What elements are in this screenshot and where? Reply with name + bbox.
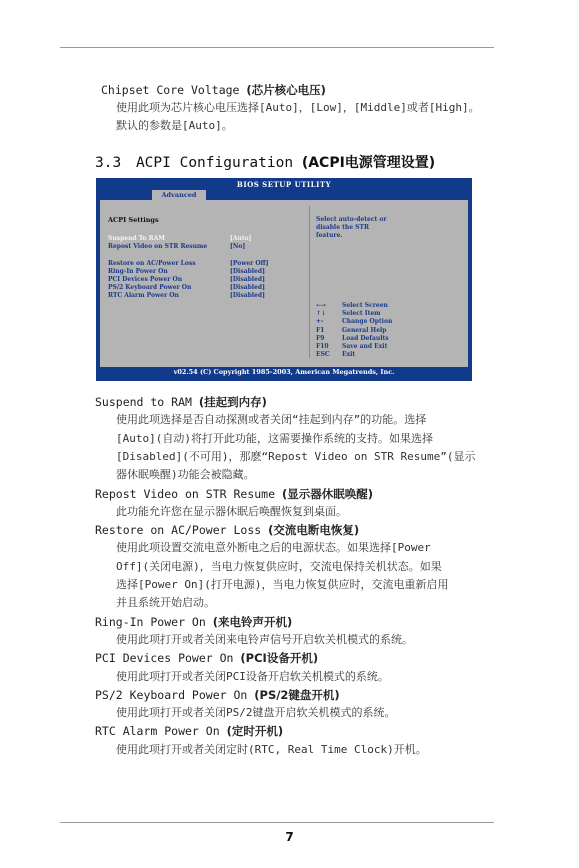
option-heading — [95, 651, 318, 665]
option-description-line: 使用此项打开或者关闭PS/2键盘开启软关机模式的系统。 — [116, 706, 396, 720]
bios-key-action: Change Option — [342, 318, 393, 326]
option-heading — [95, 615, 292, 629]
bios-setting-value[interactable]: [Power Off] — [230, 259, 269, 267]
heading-cn: (芯片核心电压) — [246, 83, 326, 97]
heading-en: Chipset Core Voltage — [101, 83, 240, 97]
bios-setting-value[interactable]: [Disabled] — [230, 267, 265, 275]
option-description-line: [Disabled](不可用)，那麽“Repost Video on STR Resume”(显示 — [116, 449, 476, 463]
option-description-line: 使用此项打开或者关闭来电铃声信号开启软关机模式的系统。 — [116, 632, 413, 646]
bios-key: F1 — [316, 326, 325, 334]
bios-key: F9 — [316, 334, 325, 342]
bios-setting-value[interactable]: [Disabled] — [230, 284, 265, 292]
bios-key-action: Select Screen — [342, 302, 388, 309]
section-title-cn: (ACPI电源管理设置) — [301, 155, 436, 171]
intro-line-1: 使用此项为芯片核心电压选择[Auto]，[Low]，[Middle]或者[High]。 — [116, 101, 480, 114]
bios-setting-value[interactable]: [Auto] — [230, 235, 252, 242]
bios-key-action: Load Defaults — [342, 334, 389, 342]
bios-help-line: Select auto-detect or — [316, 216, 387, 223]
section-title-en: ACPI Configuration — [135, 155, 294, 171]
option-heading — [95, 487, 373, 501]
option-heading-en: PCI Devices Power On — [95, 651, 234, 666]
bios-tab-advanced[interactable]: Advanced — [152, 190, 206, 200]
option-heading — [95, 395, 267, 409]
bios-key: ←→ — [316, 302, 327, 309]
bios-key: ESC — [316, 351, 330, 359]
bios-help-line: disable the STR — [316, 224, 369, 232]
bios-key: F10 — [316, 343, 329, 350]
bios-key-action: Save and Exit — [342, 343, 388, 350]
bios-setting-label[interactable]: Restore on AC/Power Loss — [108, 259, 196, 267]
option-heading-en: Suspend to RAM — [95, 395, 192, 409]
bios-key-action: Select Item — [342, 310, 381, 318]
option-heading-en: PS/2 Keyboard Power On — [95, 687, 248, 702]
option-heading — [95, 724, 283, 738]
option-heading-en: Repost Video on STR Resume — [95, 486, 276, 501]
option-heading-cn: (定时开机) — [226, 724, 284, 739]
option-description-line: 选择[Power On](打开电源)，当电力恢复供应时，交流电重新启用 — [116, 578, 449, 591]
bios-setting-label[interactable]: Repost Video on STR Resume — [108, 243, 208, 251]
option-description-line: 使用此项打开或者关闭PCI设备开启软关机模式的系统。 — [116, 669, 389, 683]
section-number: 3.3 — [95, 155, 122, 171]
option-heading-cn: (显示器休眠唤醒) — [281, 486, 373, 501]
bios-key-action: General Help — [342, 326, 387, 334]
bios-setting-label[interactable]: PCI Devices Power On — [108, 276, 183, 283]
bios-divider — [309, 206, 310, 358]
option-heading — [95, 688, 340, 702]
chipset-voltage-heading — [101, 83, 326, 97]
bios-setting-value[interactable]: [Disabled] — [230, 276, 265, 283]
bios-panel — [100, 200, 468, 367]
top-rule — [60, 47, 494, 48]
bios-panel-title: ACPI Settings — [108, 216, 159, 224]
option-heading-cn: (PCI设备开机) — [240, 651, 319, 666]
option-description-line: 并且系统开始启动。 — [116, 596, 215, 610]
option-description-line: 使用此项打开或者关闭定时(RTC, Real Time Clock)开机。 — [116, 742, 427, 756]
page-number: 7 — [285, 830, 294, 844]
option-heading-cn: (挂起到内存) — [198, 395, 267, 409]
option-heading-en: Restore on AC/Power Loss — [95, 523, 262, 538]
bios-setting-label[interactable]: Suspend To RAM — [108, 235, 165, 242]
option-heading-cn: (PS/2键盘开机) — [254, 687, 340, 702]
bios-title: BIOS SETUP UTILITY — [236, 180, 332, 189]
option-heading — [95, 523, 359, 537]
option-heading-cn: (交流电断电恢复) — [268, 523, 360, 538]
bios-setting-label[interactable]: RTC Alarm Power On — [108, 292, 179, 300]
bios-help-line: feature. — [316, 232, 343, 240]
bios-screenshot — [96, 178, 472, 381]
option-description-line: 此功能允许您在显示器休眠后唤醒恢复到桌面。 — [116, 504, 347, 518]
option-heading-en: Ring-In Power On — [95, 614, 206, 629]
bios-key-action: Exit — [342, 351, 356, 359]
option-heading-en: RTC Alarm Power On — [95, 724, 220, 739]
option-description-line: Off](关闭电源)，当电力恢复供应时，交流电保持关机状态。如果 — [116, 559, 442, 573]
option-heading-cn: (来电铃声开机) — [212, 614, 293, 629]
bios-setting-label[interactable]: PS/2 Keyboard Power On — [108, 284, 192, 292]
option-description-line: 器休眠唤醒)功能会被隐藏。 — [116, 468, 255, 482]
intro-line-2: 默认的参数是[Auto]。 — [116, 119, 233, 132]
bios-setting-value[interactable]: [No] — [230, 243, 246, 251]
bios-footer: v02.54 (C) Copyright 1985-2003, American Megatrends, Inc. — [173, 368, 395, 376]
bottom-rule — [60, 822, 494, 823]
option-description-line: 使用此项选择是否自动探测或者关闭“挂起到内存”的功能。选择 — [116, 413, 427, 427]
option-description-line: 使用此项设置交流电意外断电之后的电源状态。如果选择[Power — [116, 541, 431, 555]
bios-setting-value[interactable]: [Disabled] — [230, 292, 265, 300]
bios-key: +- — [316, 318, 324, 326]
bios-setting-label[interactable]: Ring-In Power On — [108, 267, 168, 275]
bios-key: ↑↓ — [316, 310, 327, 318]
section-title — [95, 152, 435, 172]
option-description-line: [Auto](自动)将打开此功能，这需要操作系统的支持。如果选择 — [116, 431, 433, 445]
